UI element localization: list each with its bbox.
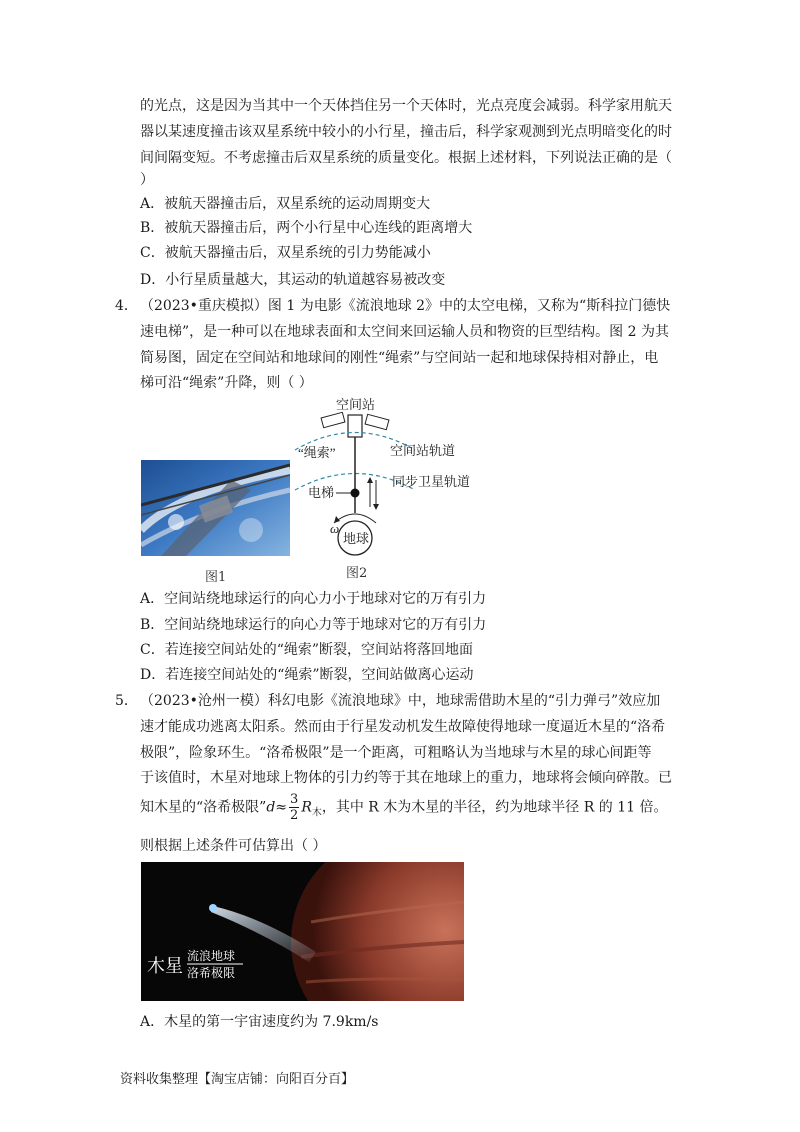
q4-number: 4． [115, 298, 138, 314]
q5-number: 5． [115, 693, 138, 709]
image-label-top: 流浪地球 [187, 949, 236, 963]
label-rope: “绳索” [298, 445, 336, 460]
label-geo-orbit: 同步卫星轨道 [392, 474, 471, 489]
q3-line-4: ） [140, 172, 154, 188]
label-station-orbit: 空间站轨道 [390, 443, 456, 458]
formula-denominator: 2 [290, 808, 299, 823]
q4-option-d: D．若连接空间站处的“绳索”断裂，空间站做离心运动 [140, 667, 474, 683]
q3-option-a: A．被航天器撞击后，双星系统的运动周期变大 [140, 196, 431, 212]
formula-approx: ≈ [275, 799, 288, 816]
q4-option-c: C．若连接空间站处的“绳索”断裂，空间站将落回地面 [140, 642, 474, 658]
figure-2-diagram [290, 395, 500, 560]
label-elevator: 电梯 [308, 485, 335, 500]
q3-line-1: 的光点，这是因为当其中一个天体挡住另一个天体时，光点亮度会减弱。科学家用航天 [140, 98, 672, 114]
q4-option-b: B．空间站绕地球运行的向心力等于地球对它的万有引力 [140, 617, 487, 633]
figure-2-caption: 图2 [346, 566, 368, 581]
formula-suffix: ，其中 R 木为木星的半径，约为地球半径 R 的 11 倍。 [321, 799, 668, 816]
image-label-bottom: 洛希极限 [187, 966, 236, 980]
label-earth: 地球 [343, 531, 370, 546]
q5-line-1: （2023•沧州一模）科幻电影《流浪地球》中，地球需借助木星的“引力弹弓”效应加 [140, 693, 661, 709]
q4-line-4: 梯可沿“绳索”升降，则（ ） [140, 375, 313, 391]
q4-option-a: A．空间站绕地球运行的向心力小于地球对它的万有引力 [140, 591, 487, 607]
q3-option-d: D．小行星质量越大，其运动的轨道越容易被改变 [140, 272, 446, 288]
q3-option-c: C．被航天器撞击后，双星系统的引力势能减小 [140, 245, 431, 261]
q3-line-3: 间间隔变短。不考虑撞击后双星系统的质量变化。根据上述材料，下列说法正确的是（ [140, 150, 672, 166]
formula-r: R [301, 799, 312, 816]
figure-1-caption: 图1 [205, 570, 227, 585]
formula-subscript: 木 [311, 807, 322, 819]
earth-dot [209, 904, 217, 912]
q5-formula-line [140, 792, 667, 828]
q4-line-3: 简易图，固定在空间站和地球间的刚性“绳索”与空间站一起和地球保持相对静止，电 [140, 350, 659, 366]
solar-panel-left [321, 412, 345, 427]
formula-numerator: 3 [290, 792, 299, 807]
q4-line-1: （2023•重庆模拟）图 1 为电影《流浪地球 2》中的太空电梯，又称为“斯科拉门德快 [140, 298, 671, 314]
station-module [348, 415, 362, 437]
elevator-dot [351, 489, 360, 498]
q5-line-3: 极限”，险象环生。“洛希极限”是一个距离，可粗略认为当地球与木星的球心间距等 [140, 745, 652, 761]
formula-fraction [289, 792, 299, 823]
q5-line-after: 则根据上述条件可估算出（ ） [140, 838, 327, 854]
q3-option-b: B．被航天器撞击后，两个小行星中心连线的距离增大 [140, 220, 473, 236]
solar-panel-right [365, 414, 389, 429]
label-omega: ω [330, 521, 340, 536]
q5-line-2: 速才能成功逃离太阳系。然而由于行星发动机发生故障使得地球一度逼近木星的“洛希 [140, 719, 666, 735]
formula-prefix: 知木星的“洛希极限” [140, 799, 267, 816]
jupiter-roche-image [141, 862, 464, 1001]
image-label-main: 木星 [147, 956, 183, 976]
q3-line-2: 器以某速度撞击该双星系统中较小的小行星，撞击后，科学家观测到光点明暗变化的时 [140, 124, 672, 140]
label-station: 空间站 [336, 397, 376, 412]
formula-d: d [266, 799, 276, 816]
q5-line-4: 于该值时，木星对地球上物体的引力约等于其在地球上的重力，地球将会倾向碎散。已 [140, 770, 672, 786]
q4-line-2: 速电梯”，是一种可以在地球表面和太空间来回运输人员和物资的巨型结构。图 2 为其 [140, 324, 669, 340]
q5-option-a: A．木星的第一宇宙速度约为 7.9km/s [140, 1014, 379, 1030]
page-footer: 资料收集整理【淘宝店铺：向阳百分百】 [120, 1072, 355, 1087]
figure-1-space-elevator-image [141, 460, 290, 556]
